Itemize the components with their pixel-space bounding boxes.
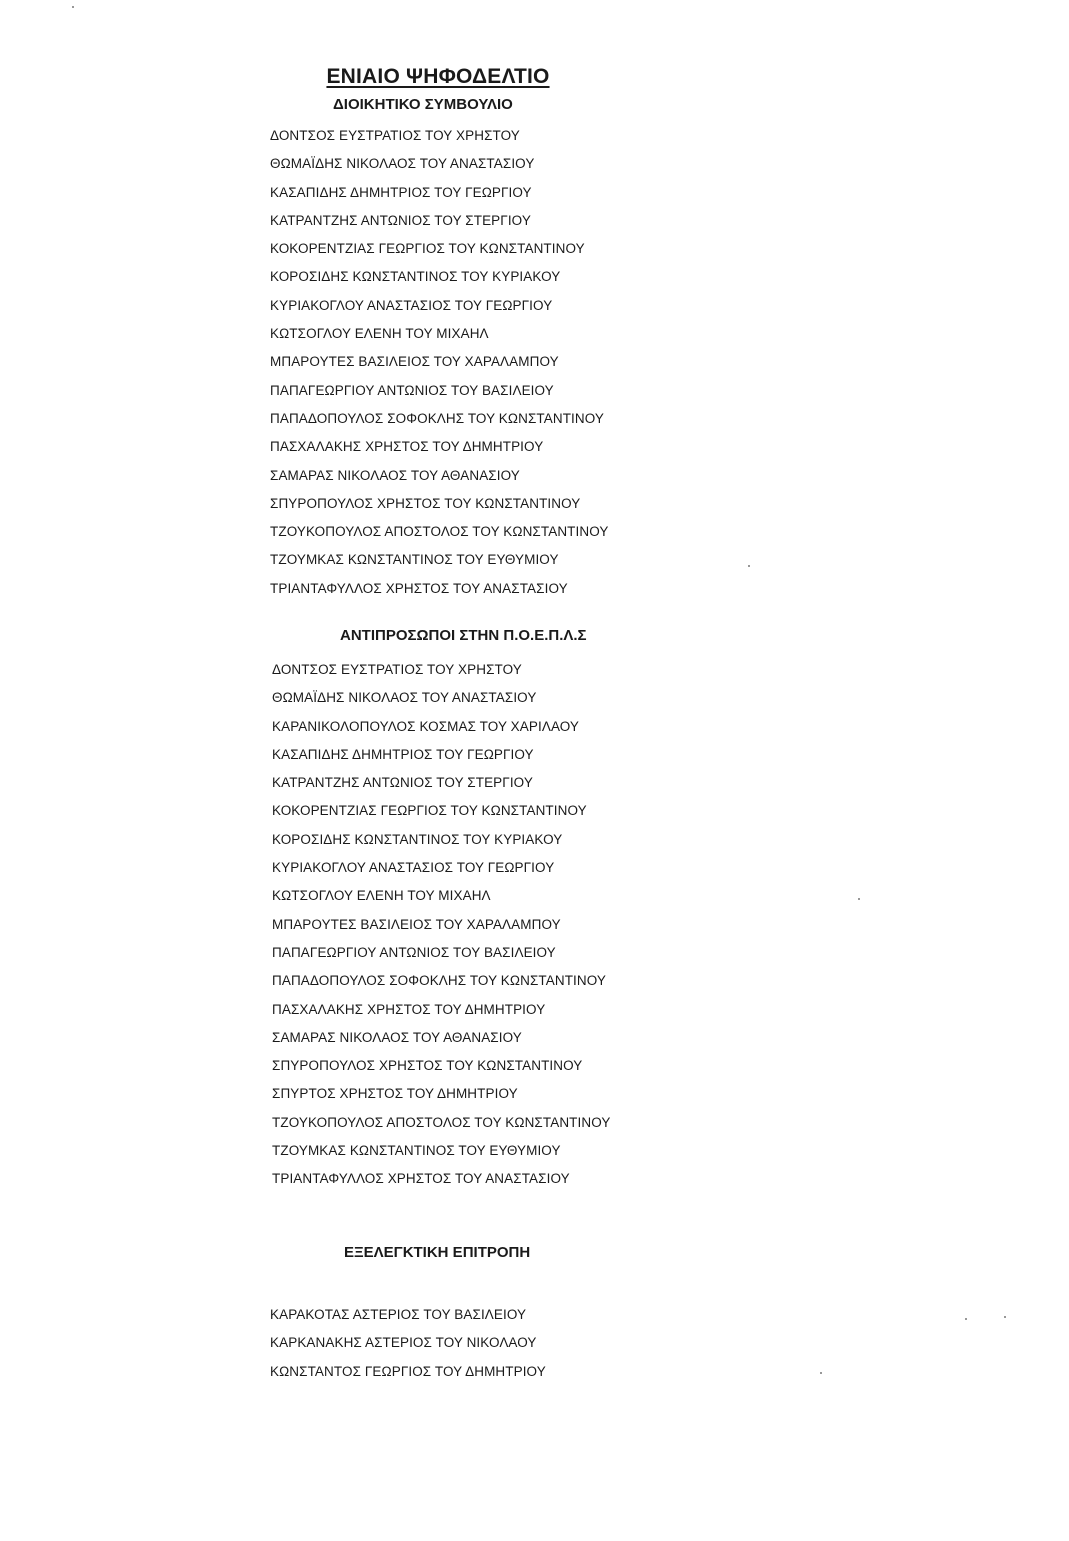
candidate-name: ΚΑΡΚΑΝΑΚΗΣ ΑΣΤΕΡΙΟΣ ΤΟΥ ΝΙΚΟΛΑΟΥ (270, 1335, 537, 1351)
ballot-title: ΕΝΙΑΙΟ ΨΗΦΟΔΕΛΤΙΟ (326, 65, 550, 88)
candidate-name: ΠΑΠΑΓΕΩΡΓΙΟΥ ΑΝΤΩΝΙΟΣ ΤΟΥ ΒΑΣΙΛΕΙΟΥ (270, 382, 554, 398)
audit-committee-candidate-list (270, 1305, 546, 1390)
section-heading-audit-committee: ΕΞΕΛΕΓΚΤΙΚΗ ΕΠΙΤΡΟΠΗ (344, 1244, 531, 1261)
candidate-name: ΚΥΡΙΑΚΟΓΛΟΥ ΑΝΑΣΤΑΣΙΟΣ ΤΟΥ ΓΕΩΡΓΙΟΥ (272, 860, 555, 876)
representatives-candidate-list (272, 660, 611, 1198)
scan-speck (965, 1318, 967, 1320)
candidate-name: ΣΠΥΡΟΠΟΥΛΟΣ ΧΡΗΣΤΟΣ ΤΟΥ ΚΩΝΣΤΑΝΤΙΝΟΥ (270, 495, 581, 511)
candidate-name: ΚΑΤΡΑΝΤΖΗΣ ΑΝΤΩΝΙΟΣ ΤΟΥ ΣΤΕΡΓΙΟΥ (272, 775, 533, 791)
scan-speck (858, 898, 860, 900)
candidate-name: ΣΑΜΑΡΑΣ ΝΙΚΟΛΑΟΣ ΤΟΥ ΑΘΑΝΑΣΙΟΥ (270, 467, 520, 483)
candidate-name: ΤΖΟΥΜΚΑΣ ΚΩΝΣΤΑΝΤΙΝΟΣ ΤΟΥ ΕΥΘΥΜΙΟΥ (272, 1143, 561, 1159)
candidate-name: ΠΑΣΧΑΛΑΚΗΣ ΧΡΗΣΤΟΣ ΤΟΥ ΔΗΜΗΤΡΙΟΥ (270, 439, 544, 455)
section-heading-representatives: ΑΝΤΙΠΡΟΣΩΠΟΙ ΣΤΗΝ Π.Ο.Ε.Π.Λ.Σ (340, 627, 587, 644)
candidate-name: ΚΑΣΑΠΙΔΗΣ ΔΗΜΗΤΡΙΟΣ ΤΟΥ ΓΕΩΡΓΙΟΥ (272, 746, 534, 762)
candidate-name: ΚΑΣΑΠΙΔΗΣ ΔΗΜΗΤΡΙΟΣ ΤΟΥ ΓΕΩΡΓΙΟΥ (270, 184, 532, 200)
candidate-name: ΚΩΤΣΟΓΛΟΥ ΕΛΕΝΗ ΤΟΥ ΜΙΧΑΗΛ (272, 888, 491, 904)
scan-speck (820, 1372, 822, 1374)
candidate-name: ΔΟΝΤΣΟΣ ΕΥΣΤΡΑΤΙΟΣ ΤΟΥ ΧΡΗΣΤΟΥ (270, 128, 520, 143)
candidate-name: ΠΑΠΑΔΟΠΟΥΛΟΣ ΣΟΦΟΚΛΗΣ ΤΟΥ ΚΩΝΣΤΑΝΤΙΝΟΥ (272, 973, 607, 989)
candidate-name: ΤΡΙΑΝΤΑΦΥΛΛΟΣ ΧΡΗΣΤΟΣ ΤΟΥ ΑΝΑΣΤΑΣΙΟΥ (272, 1171, 570, 1187)
candidate-name: ΚΥΡΙΑΚΟΓΛΟΥ ΑΝΑΣΤΑΣΙΟΣ ΤΟΥ ΓΕΩΡΓΙΟΥ (270, 297, 553, 313)
scan-speck (1004, 1316, 1006, 1318)
candidate-name: ΘΩΜΑΪΔΗΣ ΝΙΚΟΛΑΟΣ ΤΟΥ ΑΝΑΣΤΑΣΙΟΥ (272, 690, 537, 706)
candidate-name: ΣΠΥΡΟΠΟΥΛΟΣ ΧΡΗΣΤΟΣ ΤΟΥ ΚΩΝΣΤΑΝΤΙΝΟΥ (272, 1058, 583, 1074)
candidate-name: ΔΟΝΤΣΟΣ ΕΥΣΤΡΑΤΙΟΣ ΤΟΥ ΧΡΗΣΤΟΥ (272, 662, 522, 677)
candidate-name: ΚΩΤΣΟΓΛΟΥ ΕΛΕΝΗ ΤΟΥ ΜΙΧΑΗΛ (270, 326, 489, 342)
candidate-name: ΚΟΡΟΣΙΔΗΣ ΚΩΝΣΤΑΝΤΙΝΟΣ ΤΟΥ ΚΥΡΙΑΚΟΥ (270, 269, 561, 285)
scan-speck (748, 565, 750, 567)
candidate-name: ΚΑΤΡΑΝΤΖΗΣ ΑΝΤΩΝΙΟΣ ΤΟΥ ΣΤΕΡΓΙΟΥ (270, 212, 531, 228)
candidate-name: ΤΖΟΥΚΟΠΟΥΛΟΣ ΑΠΟΣΤΟΛΟΣ ΤΟΥ ΚΩΝΣΤΑΝΤΙΝΟΥ (270, 524, 609, 540)
scan-speck (72, 6, 74, 8)
candidate-name: ΘΩΜΑΪΔΗΣ ΝΙΚΟΛΑΟΣ ΤΟΥ ΑΝΑΣΤΑΣΙΟΥ (270, 156, 535, 172)
candidate-name: ΚΑΡΑΝΙΚΟΛΟΠΟΥΛΟΣ ΚΟΣΜΑΣ ΤΟΥ ΧΑΡΙΛΑΟΥ (272, 718, 580, 734)
candidate-name: ΚΟΚΟΡΕΝΤΖΙΑΣ ΓΕΩΡΓΙΟΣ ΤΟΥ ΚΩΝΣΤΑΝΤΙΝΟΥ (270, 241, 585, 257)
board-candidate-list (270, 126, 609, 607)
candidate-name: ΣΑΜΑΡΑΣ ΝΙΚΟΛΑΟΣ ΤΟΥ ΑΘΑΝΑΣΙΟΥ (272, 1029, 522, 1045)
section-heading-board: ΔΙΟΙΚΗΤΙΚΟ ΣΥΜΒΟΥΛΙΟ (333, 96, 513, 113)
candidate-name: ΤΖΟΥΜΚΑΣ ΚΩΝΣΤΑΝΤΙΝΟΣ ΤΟΥ ΕΥΘΥΜΙΟΥ (270, 552, 559, 568)
candidate-name: ΠΑΠΑΔΟΠΟΥΛΟΣ ΣΟΦΟΚΛΗΣ ΤΟΥ ΚΩΝΣΤΑΝΤΙΝΟΥ (270, 410, 605, 426)
candidate-name: ΜΠΑΡΟΥΤΕΣ ΒΑΣΙΛΕΙΟΣ ΤΟΥ ΧΑΡΑΛΑΜΠΟΥ (272, 916, 561, 932)
candidate-name: ΚΟΚΟΡΕΝΤΖΙΑΣ ΓΕΩΡΓΙΟΣ ΤΟΥ ΚΩΝΣΤΑΝΤΙΝΟΥ (272, 803, 587, 819)
candidate-name: ΚΑΡΑΚΟΤΑΣ ΑΣΤΕΡΙΟΣ ΤΟΥ ΒΑΣΙΛΕΙΟΥ (270, 1307, 527, 1322)
candidate-name: ΚΩΝΣΤΑΝΤΟΣ ΓΕΩΡΓΙΟΣ ΤΟΥ ΔΗΜΗΤΡΙΟΥ (270, 1363, 546, 1379)
candidate-name: ΣΠΥΡΤΟΣ ΧΡΗΣΤΟΣ ΤΟΥ ΔΗΜΗΤΡΙΟΥ (272, 1086, 518, 1102)
candidate-name: ΤΡΙΑΝΤΑΦΥΛΛΟΣ ΧΡΗΣΤΟΣ ΤΟΥ ΑΝΑΣΤΑΣΙΟΥ (270, 580, 568, 596)
candidate-name: ΠΑΠΑΓΕΩΡΓΙΟΥ ΑΝΤΩΝΙΟΣ ΤΟΥ ΒΑΣΙΛΕΙΟΥ (272, 944, 556, 960)
candidate-name: ΠΑΣΧΑΛΑΚΗΣ ΧΡΗΣΤΟΣ ΤΟΥ ΔΗΜΗΤΡΙΟΥ (272, 1001, 546, 1017)
candidate-name: ΚΟΡΟΣΙΔΗΣ ΚΩΝΣΤΑΝΤΙΝΟΣ ΤΟΥ ΚΥΡΙΑΚΟΥ (272, 831, 563, 847)
candidate-name: ΤΖΟΥΚΟΠΟΥΛΟΣ ΑΠΟΣΤΟΛΟΣ ΤΟΥ ΚΩΝΣΤΑΝΤΙΝΟΥ (272, 1114, 611, 1130)
candidate-name: ΜΠΑΡΟΥΤΕΣ ΒΑΣΙΛΕΙΟΣ ΤΟΥ ΧΑΡΑΛΑΜΠΟΥ (270, 354, 559, 370)
